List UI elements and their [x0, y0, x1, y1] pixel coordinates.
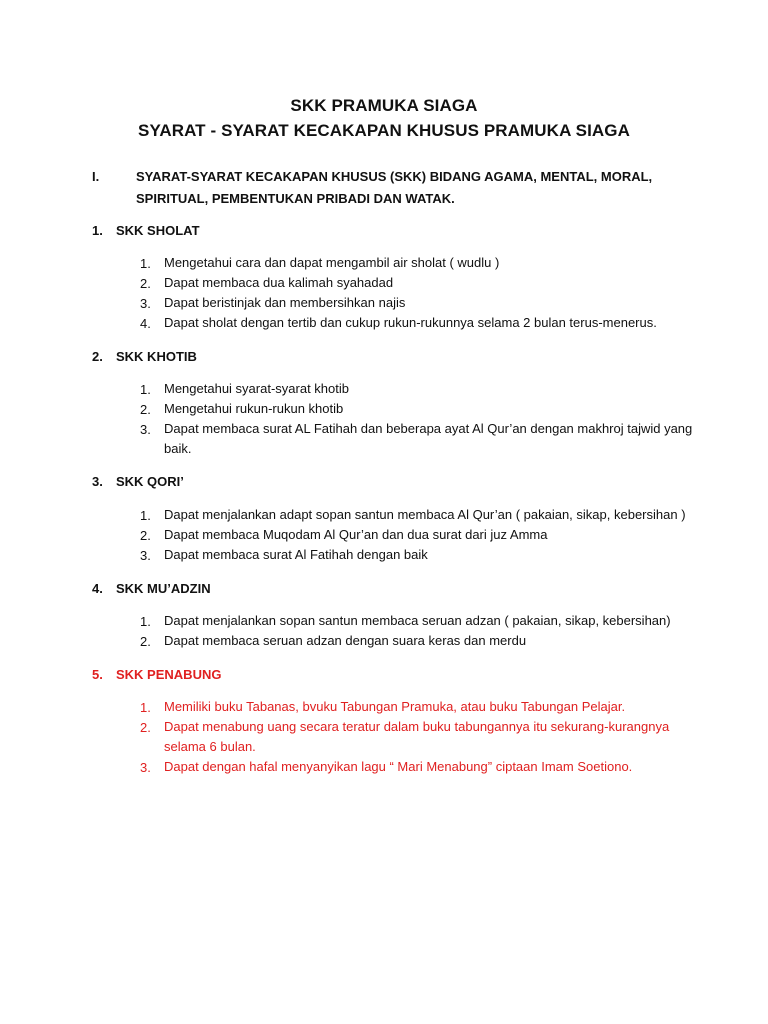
list-item: Mengetahui syarat-syarat khotib	[164, 381, 349, 396]
list-item: Mengetahui rukun-rukun khotib	[164, 401, 344, 416]
document-title: SKK PRAMUKA SIAGA	[290, 96, 478, 115]
section-number: 5.	[92, 667, 103, 682]
list-item-number: 2.	[140, 634, 151, 649]
document-subtitle: SYARAT - SYARAT KECAKAPAN KHUSUS PRAMUKA SIAGA	[138, 121, 630, 140]
list-item-number: 3.	[140, 422, 151, 437]
list-item: Mengetahui cara dan dapat mengambil air sholat ( wudlu )	[164, 255, 500, 270]
list-item-number: 1.	[140, 256, 151, 271]
section-title: SKK SHOLAT	[116, 223, 200, 238]
part-number: I.	[92, 169, 100, 184]
list-item-number: 1.	[140, 382, 151, 397]
section-title: SKK QORI’	[116, 474, 184, 489]
list-item-number: 2.	[140, 528, 151, 543]
list-item-number: 4.	[140, 316, 151, 331]
list-item-number: 1.	[140, 700, 151, 715]
section-number: 3.	[92, 474, 103, 489]
list-item: Dapat menjalankan adapt sopan santun membaca Al Qur’an ( pakaian, sikap, kebersihan )	[164, 507, 686, 522]
list-item: Dapat menjalankan sopan santun membaca seruan adzan ( pakaian, sikap, kebersihan)	[164, 613, 671, 628]
list-item-number: 3.	[140, 548, 151, 563]
list-item-number: 3.	[140, 296, 151, 311]
list-item: Dapat membaca dua kalimah syahadad	[164, 275, 394, 290]
list-item-number: 1.	[140, 508, 151, 523]
list-item-number: 1.	[140, 614, 151, 629]
list-item-number: 2.	[140, 402, 151, 417]
section-number: 2.	[92, 349, 103, 364]
section-number: 1.	[92, 223, 103, 238]
list-item: Dapat membaca Muqodam Al Qur’an dan dua surat dari juz Amma	[164, 527, 548, 542]
section-title: SKK PENABUNG	[116, 667, 222, 682]
list-item-number: 3.	[140, 760, 151, 775]
list-item-number: 2.	[140, 276, 151, 291]
list-item: Dapat membaca seruan adzan dengan suara keras dan merdu	[164, 633, 527, 648]
list-item: Dapat beristinjak dan membersihkan najis	[164, 295, 406, 310]
list-item: Memiliki buku Tabanas, bvuku Tabungan Pramuka, atau buku Tabungan Pelajar.	[164, 699, 626, 714]
list-item: Dapat sholat dengan tertib dan cukup rukun-rukunnya selama 2 bulan terus-menerus.	[164, 315, 657, 330]
list-item-number: 2.	[140, 720, 151, 735]
list-item: Dapat dengan hafal menyanyikan lagu “ Mari Menabung” ciptaan Imam Soetiono.	[164, 759, 633, 774]
list-item: Dapat membaca surat Al Fatihah dengan baik	[164, 547, 428, 562]
list-item: Dapat membaca surat AL Fatihah dan beberapa ayat Al Qur’an dengan makhroj tajwid yang baik.	[164, 421, 693, 456]
section-title: SKK KHOTIB	[116, 349, 197, 364]
section-title: SKK MU’ADZIN	[116, 581, 211, 596]
list-item: Dapat menabung uang secara teratur dalam buku tabungannya itu sekurang-kurangnya selama 6 bulan.	[164, 719, 670, 754]
part-title: SYARAT-SYARAT KECAKAPAN KHUSUS (SKK) BIDANG AGAMA, MENTAL, MORAL, SPIRITUAL, PEMBENTUKAN PRIBADI DAN WATAK.	[136, 169, 653, 206]
section-number: 4.	[92, 581, 103, 596]
